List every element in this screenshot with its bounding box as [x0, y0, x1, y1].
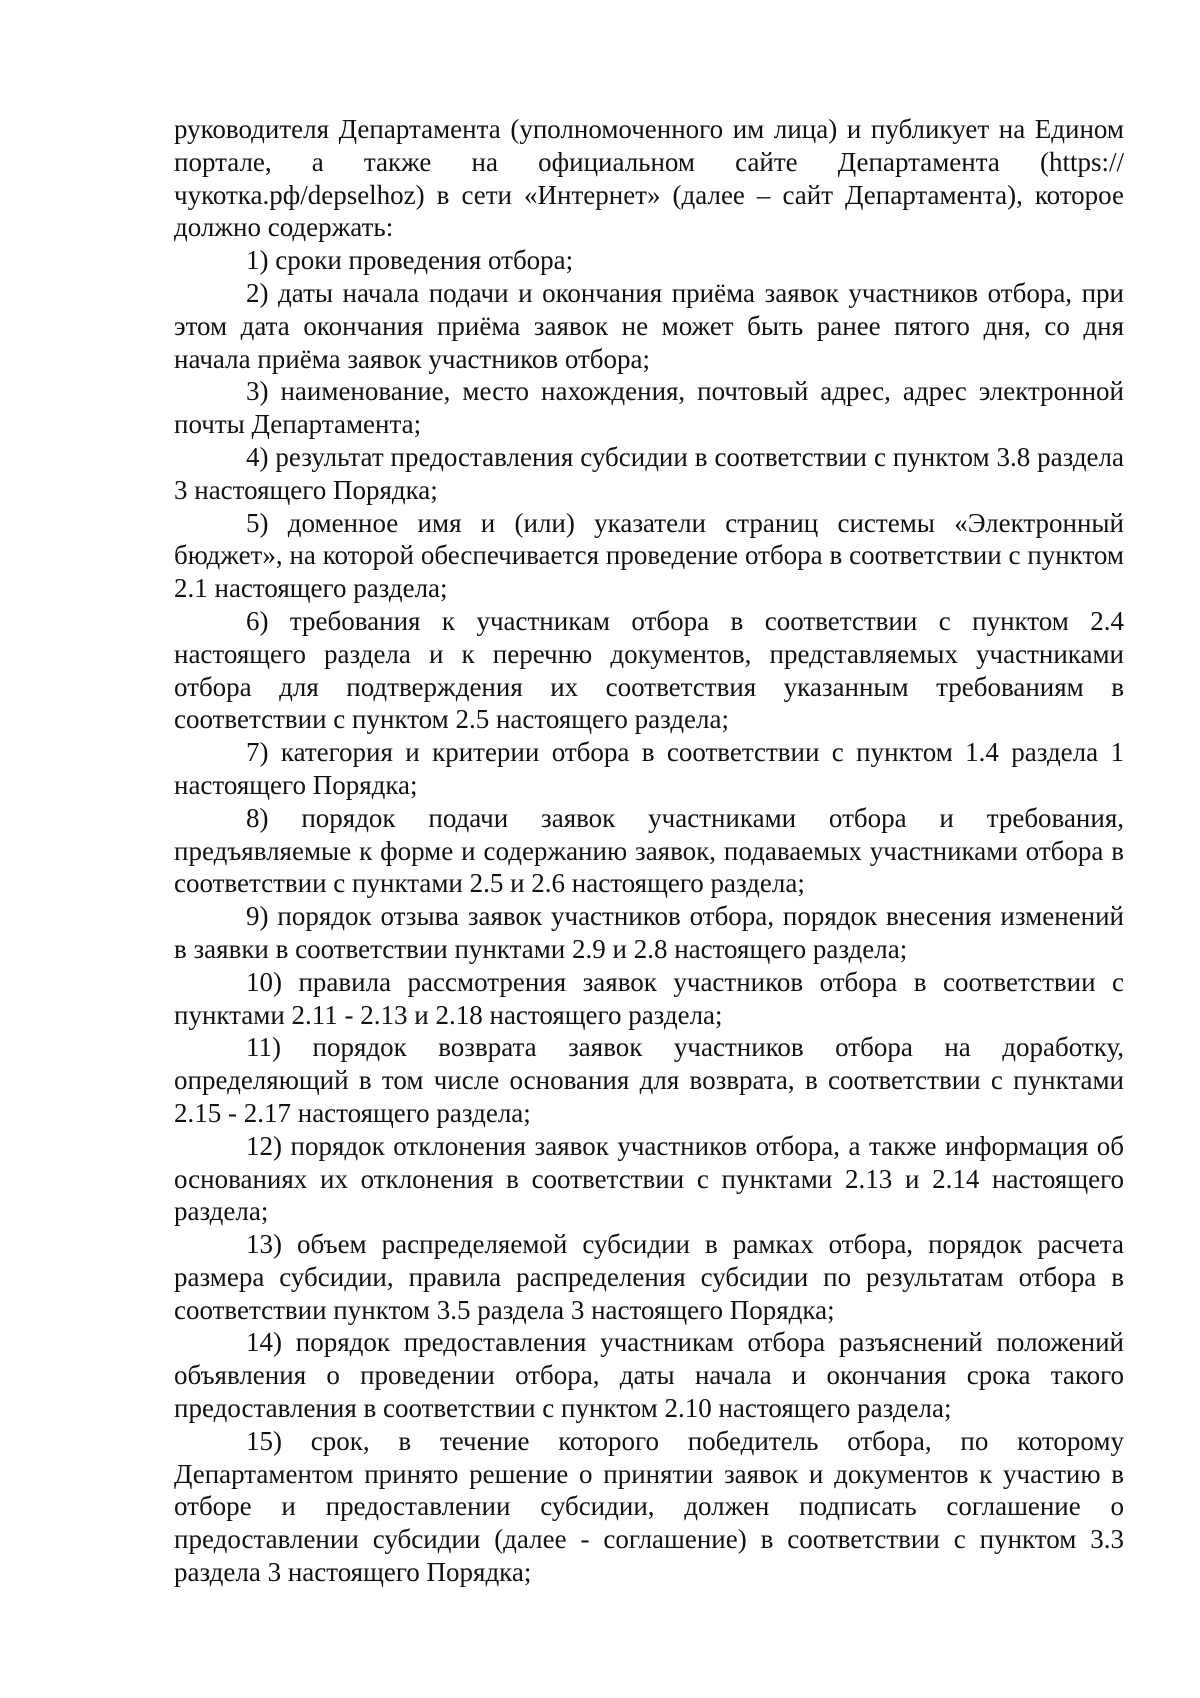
- list-item-12: 12) порядок отклонения заявок участников отбора, а также информация об основаниях их отклонения в соответствии с пунктами 2.13 и 2.14 настоящего раздела;: [174, 1130, 1124, 1227]
- list-item-4: 4) результат предоставления субсидии в соответствии с пунктом 3.8 раздела 3 настоящего Порядка;: [174, 441, 1124, 505]
- paragraph-intro: руководителя Департамента (уполномоченного им лица) и публикует на Едином портале, а также на официальном сайте Департамента (https://чукотка.рф/depselhoz) в сети «Интернет» (далее – сайт Департамента), которое должно содержать:: [174, 114, 1124, 243]
- list-item-2: 2) даты начала подачи и окончания приёма заявок участников отбора, при этом дата окончания приёма заявок не может быть ранее пятого дня, со дня начала приёма заявок участников отбора;: [174, 277, 1124, 374]
- list-item-15: 15) срок, в течение которого победитель отбора, по которому Департаментом принято решение о принятии заявок и документов к участию в отборе и предоставлении субсидии, должен подписать соглашение о предоставлении субсидии (далее - соглашение) в соответствии с пунктом 3.3 раздела 3 настоящего Порядка;: [174, 1425, 1124, 1588]
- list-item-10: 10) правила рассмотрения заявок участников отбора в соответствии с пунктами 2.11 - 2.13 и 2.18 настоящего раздела;: [174, 966, 1124, 1030]
- list-item-14: 14) порядок предоставления участникам отбора разъяснений положений объявления о проведении отбора, даты начала и окончания срока такого предоставления в соответствии с пунктом 2.10 настоящего раздела;: [174, 1327, 1124, 1424]
- list-item-9: 9) порядок отзыва заявок участников отбора, порядок внесения изменений в заявки в соответствии пунктами 2.9 и 2.8 настоящего раздела;: [174, 901, 1124, 964]
- list-item-5: 5) доменное имя и (или) указатели страниц системы «Электронный бюджет», на которой обеспечивается проведение отбора в соответствии с пунктом 2.1 настоящего раздела;: [174, 507, 1124, 604]
- document-page: [174, 113, 1124, 1589]
- list-item-11: 11) порядок возврата заявок участников отбора на доработку, определяющий в том числе основания для возврата, в соответствии с пунктами 2.15 - 2.17 настоящего раздела;: [174, 1032, 1124, 1128]
- list-item-3: 3) наименование, место нахождения, почтовый адрес, адрес электронной почты Департамента;: [174, 376, 1124, 440]
- list-item-7: 7) категория и критерии отбора в соответствии с пунктом 1.4 раздела 1 настоящего Порядка;: [174, 737, 1124, 800]
- list-item-1: 1) сроки проведения отбора;: [246, 245, 574, 276]
- list-item-6: 6) требования к участникам отбора в соответствии с пунктом 2.4 настоящего раздела и к перечню документов, представляемых участниками отбора для подтверждения их соответствия указанным требованиям в соответствии с пунктом 2.5 настоящего раздела;: [174, 605, 1124, 735]
- list-item-8: 8) порядок подачи заявок участниками отбора и требования, предъявляемые к форме и содержанию заявок, подаваемых участниками отбора в соответствии с пунктами 2.5 и 2.6 настоящего раздела;: [174, 802, 1124, 899]
- list-item-13: 13) объем распределяемой субсидии в рамках отбора, порядок расчета размера субсидии, правила распределения субсидии по результатам отбора в соответствии пунктом 3.5 раздела 3 настоящего Порядка;: [174, 1229, 1124, 1325]
